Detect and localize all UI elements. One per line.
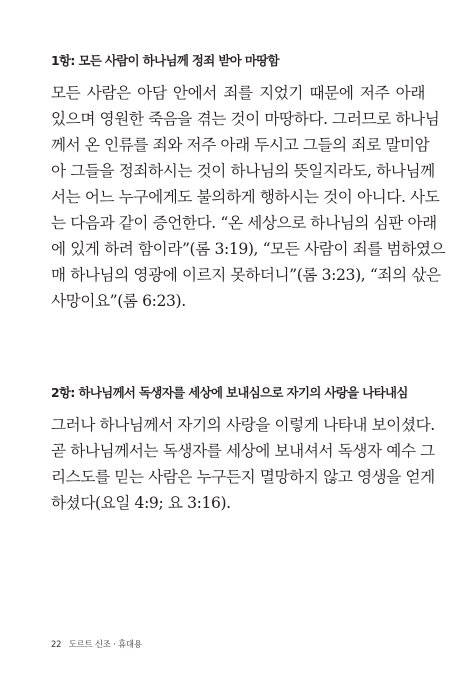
article-1-paragraph [51,80,446,314]
text-line: 리스도를 믿는 사람은 누구든지 멸망하지 않고 영생을 얻게 [51,468,435,486]
text-line: 서는 어느 누구에게도 불의하게 행하시는 것이 아니다. 사도 [51,188,440,206]
text-line: 에 있게 하려 함이라”(롬 3:19), “모든 사람이 죄를 범하였으 [51,240,446,258]
article-2-paragraph [51,412,435,516]
text-line: 있으며 영원한 죽음을 겪는 것이 마땅하다. 그러므로 하나님 [51,110,440,128]
text-line: 하셨다(요일 4:9; 요 3:16). [51,494,231,512]
document-page [51,0,446,691]
text-line: 곧 하나님께서는 독생자를 세상에 보내셔서 독생자 예수 그 [51,442,435,460]
text-line: 그러나 하나님께서 자기의 사랑을 이렇게 나타내 보이셨다. [51,416,435,434]
text-line: 는 다음과 같이 증언한다. “온 세상으로 하나님의 심판 아래 [51,214,437,232]
article-2-heading: 2항: 하나님께서 독생자를 세상에 보내심으로 자기의 사랑을 나타내심 [51,385,408,400]
page-footer [51,638,142,650]
text-line: 모든 사람은 아담 안에서 죄를 지었기 때문에 저주 아래 [51,84,425,102]
text-line: 아 그들을 정죄하시는 것이 하나님의 뜻일지라도, 하나님께 [51,162,435,180]
running-title: 도르트 신조 · 휴대용 [68,639,142,649]
text-line: 사망이요”(롬 6:23). [51,292,186,310]
article-1-heading: 1항: 모든 사람이 하나님께 정죄 받아 마땅함 [51,53,279,68]
text-line: 께서 온 인류를 죄와 저주 아래 두시고 그들의 죄로 말미암 [51,136,430,154]
page-number: 22 [51,639,62,649]
text-line: 매 하나님의 영광에 이르지 못하더니”(롬 3:23), “죄의 삯은 [51,266,441,284]
